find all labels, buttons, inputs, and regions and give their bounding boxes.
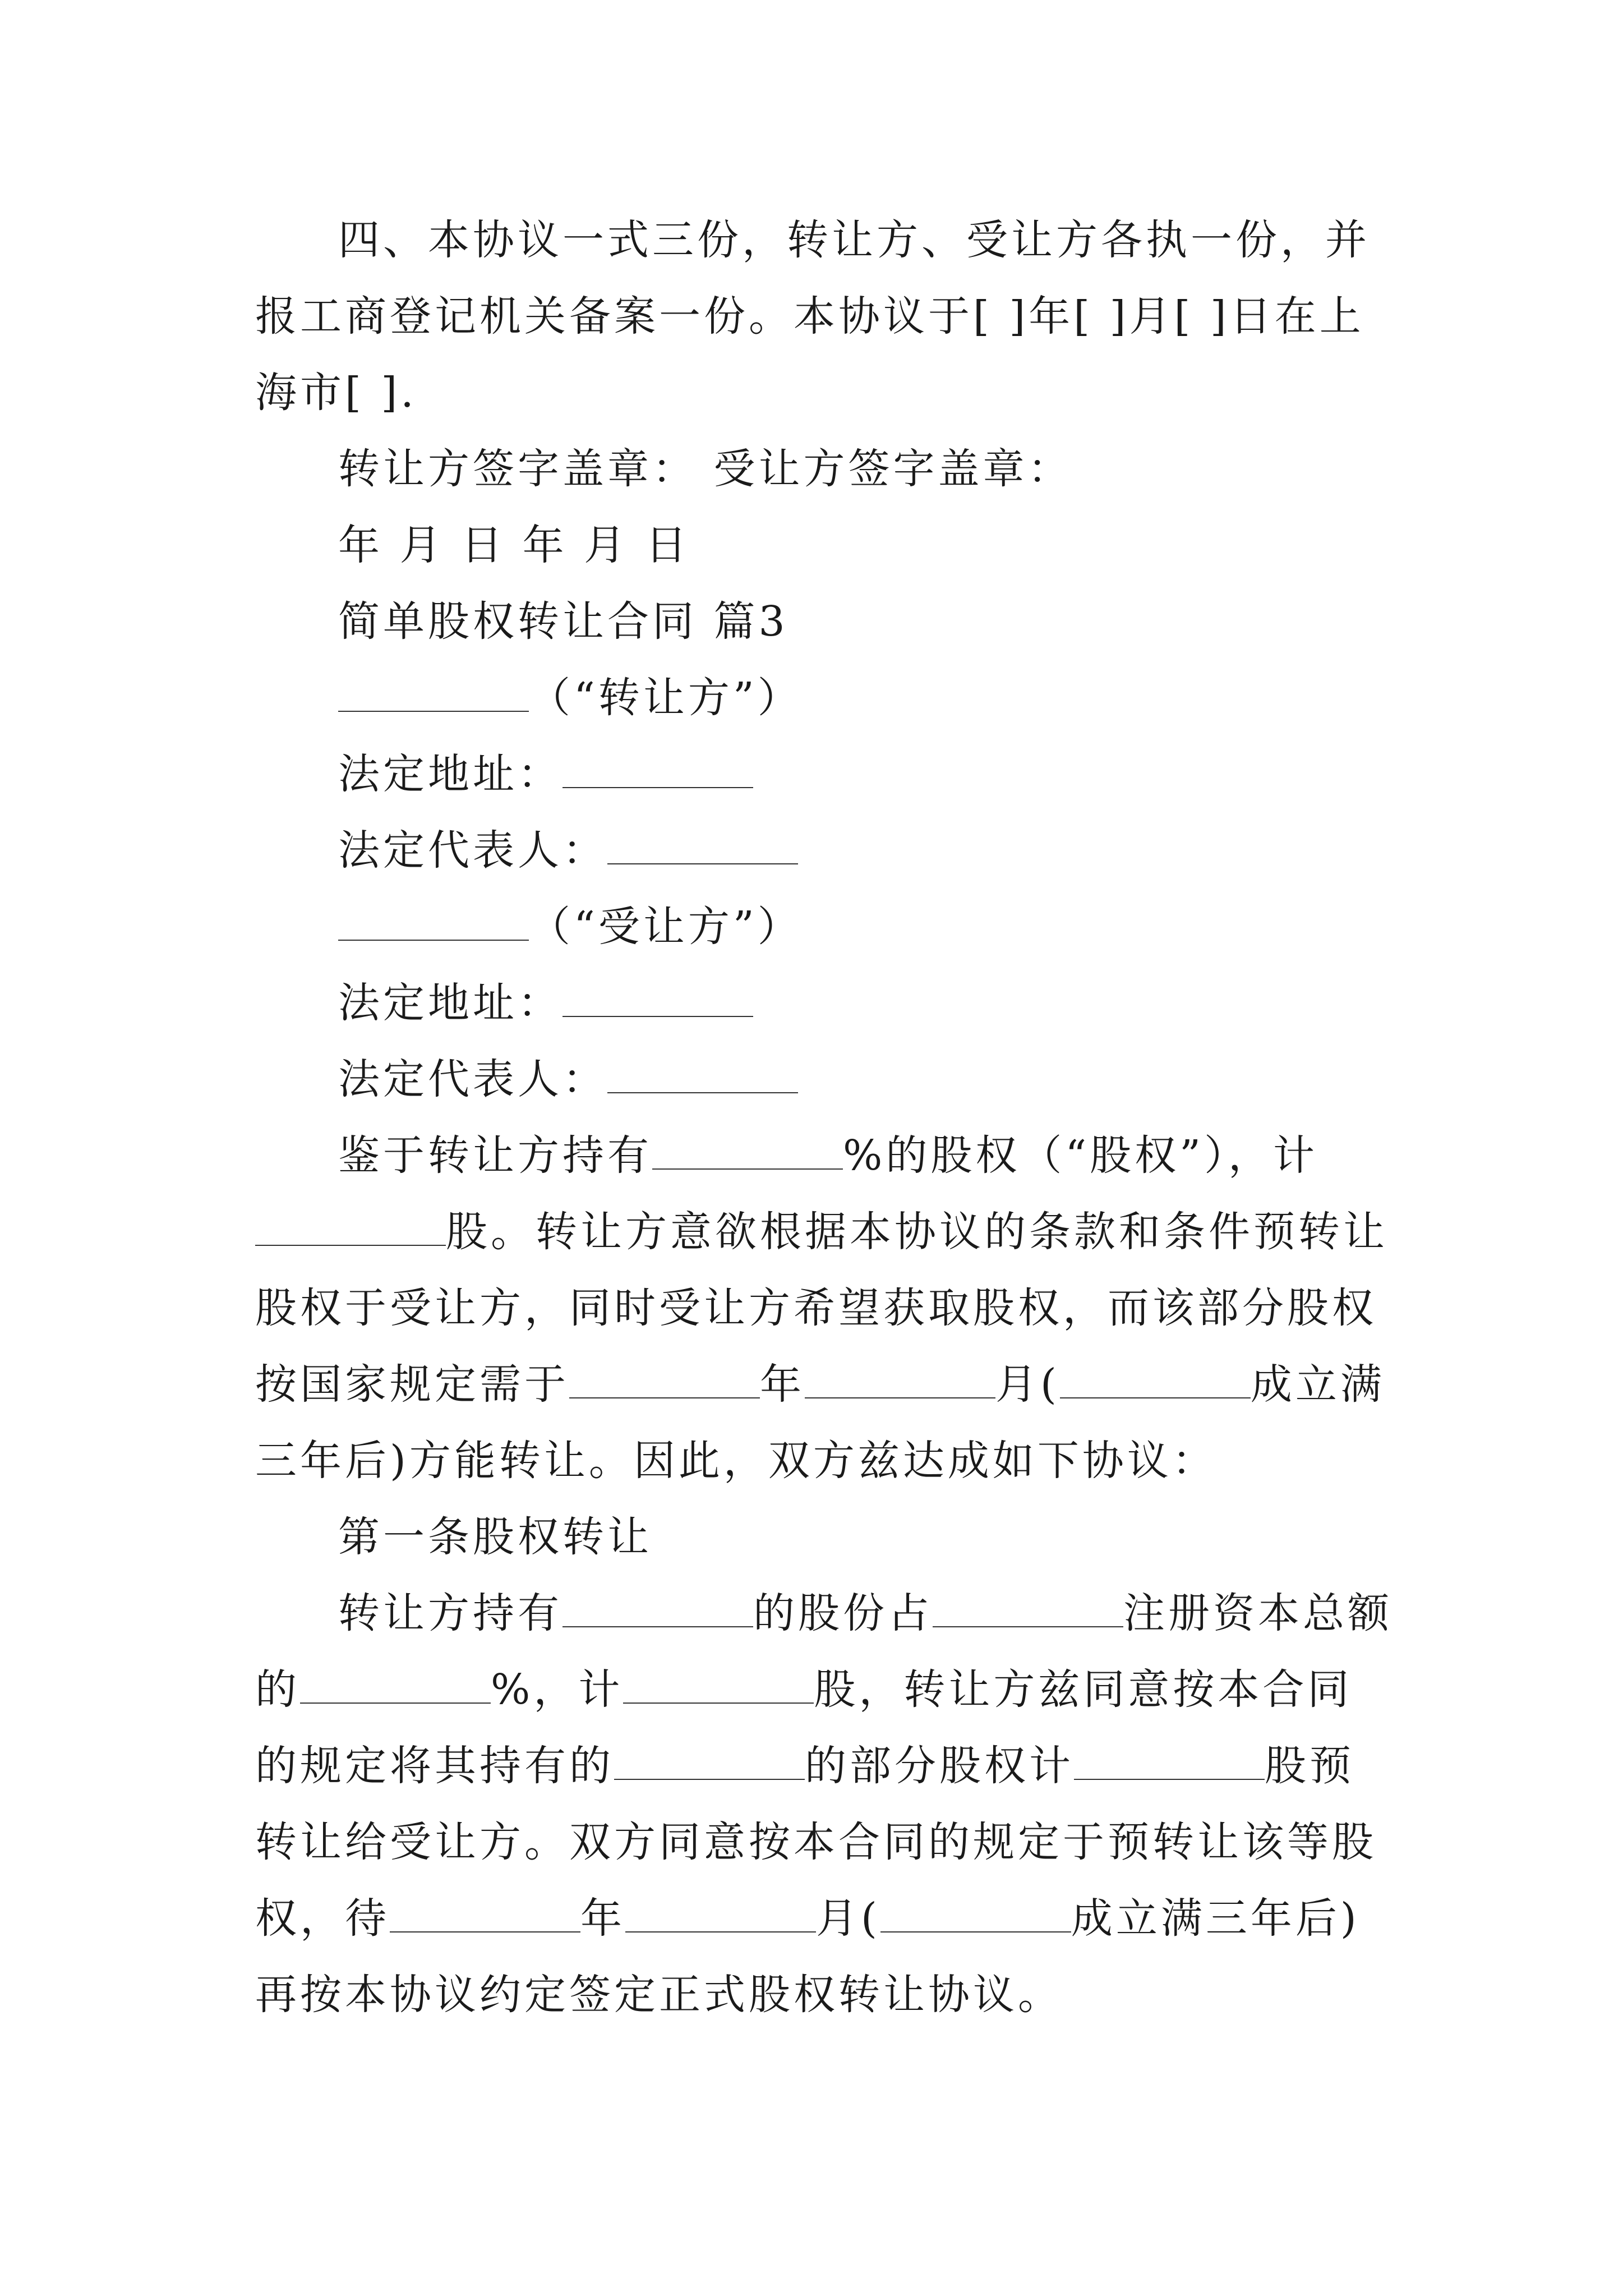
- text-month: 月(: [816, 1894, 880, 1943]
- blank-line: [1074, 1741, 1265, 1780]
- blank-line: [255, 1207, 446, 1246]
- text-article-1g: 股预转让给受让方。双方同意按本合同的规定于预转让该等股权，待: [255, 1742, 1377, 1943]
- text-article-1d: %，计: [491, 1665, 624, 1714]
- text-transferee-label: （“受让方”）: [529, 903, 803, 951]
- text-copies-clause: 四、本协议一式三份，转让方、受让方各执一份，并报工商登记机关备案一份。本协议于[ ]年[ ]月[ ]日在上海市[ ].: [255, 216, 1370, 417]
- blank-line: [300, 1665, 491, 1704]
- text-dates: 年 月 日 年 月 日: [338, 521, 690, 569]
- blank-line: [1060, 1360, 1251, 1398]
- text-section-heading: 简单股权转让合同 篇3: [338, 597, 789, 646]
- text-recital-4: 成立满三年后)方能转让。因此，双方兹达成如下协议：: [255, 1360, 1385, 1485]
- paragraph-transferee-line: [255, 889, 1396, 965]
- blank-line: [880, 1894, 1071, 1932]
- blank-line: [390, 1894, 580, 1932]
- text-signatures: 转让方签字盖章： 受让方签字盖章：: [338, 445, 1073, 493]
- paragraph-transferee-address: [255, 965, 1396, 1041]
- paragraph-transferor-address: [255, 736, 1396, 812]
- text-article-1e: 股，转让方兹同意按本合同的规定将其持有的: [255, 1665, 1353, 1790]
- text-article-heading: 第一条股权转让: [338, 1513, 652, 1561]
- blank-line: [625, 1894, 816, 1932]
- blank-line: [607, 1055, 798, 1093]
- paragraph-transferor-line: [255, 660, 1396, 736]
- text-recital-3: 股。转让方意欲根据本协议的条款和条件预转让股权于受让方，同时受让方希望获取股权，而该部分股权按国家规定需于: [255, 1208, 1388, 1409]
- text-recital-2: %的股权（“股权”），计: [843, 1131, 1318, 1180]
- blank-line: [607, 826, 798, 864]
- blank-line: [652, 1131, 843, 1170]
- text-article-1h: 成立满三年后)再按本协议约定签定正式股权转让协议。: [255, 1894, 1360, 2019]
- text-legal-rep-label: 法定代表人：: [338, 826, 607, 875]
- blank-line: [562, 749, 753, 788]
- document-body: [255, 202, 1396, 2033]
- blank-line: [805, 1360, 995, 1398]
- blank-line: [338, 902, 529, 941]
- blank-line: [338, 673, 529, 712]
- article-heading: [255, 1499, 1396, 1575]
- text-month: 月(: [995, 1360, 1060, 1409]
- blank-line: [933, 1589, 1123, 1627]
- blank-line: [623, 1665, 814, 1704]
- text-year: 年: [580, 1894, 625, 1943]
- paragraph-transferee-rep: [255, 1041, 1396, 1117]
- text-year: 年: [760, 1360, 805, 1409]
- text-legal-address-label: 法定地址：: [338, 979, 562, 1027]
- text-legal-address-label: 法定地址：: [338, 750, 562, 798]
- text-article-1a: 转让方持有: [338, 1589, 562, 1637]
- paragraph-transferor-rep: [255, 812, 1396, 889]
- blank-line: [569, 1360, 760, 1398]
- blank-line: [614, 1741, 805, 1780]
- text-article-1c: 注册资本总额的: [255, 1589, 1393, 1714]
- paragraph-signatures: [255, 431, 1396, 507]
- text-article-1b: 的股份占: [753, 1589, 933, 1637]
- blank-line: [562, 978, 753, 1017]
- blank-line: [562, 1589, 753, 1627]
- paragraph-recitals: [255, 1117, 1396, 1499]
- section-heading: [255, 583, 1396, 660]
- paragraph-copies-clause: [255, 202, 1396, 431]
- text-legal-rep-label: 法定代表人：: [338, 1055, 607, 1103]
- text-recital-1: 鉴于转让方持有: [338, 1131, 652, 1180]
- text-article-1f: 的部分股权计: [805, 1742, 1074, 1790]
- text-transferor-label: （“转让方”）: [529, 674, 803, 722]
- paragraph-dates: [255, 507, 1396, 583]
- paragraph-article-1: [255, 1575, 1396, 2033]
